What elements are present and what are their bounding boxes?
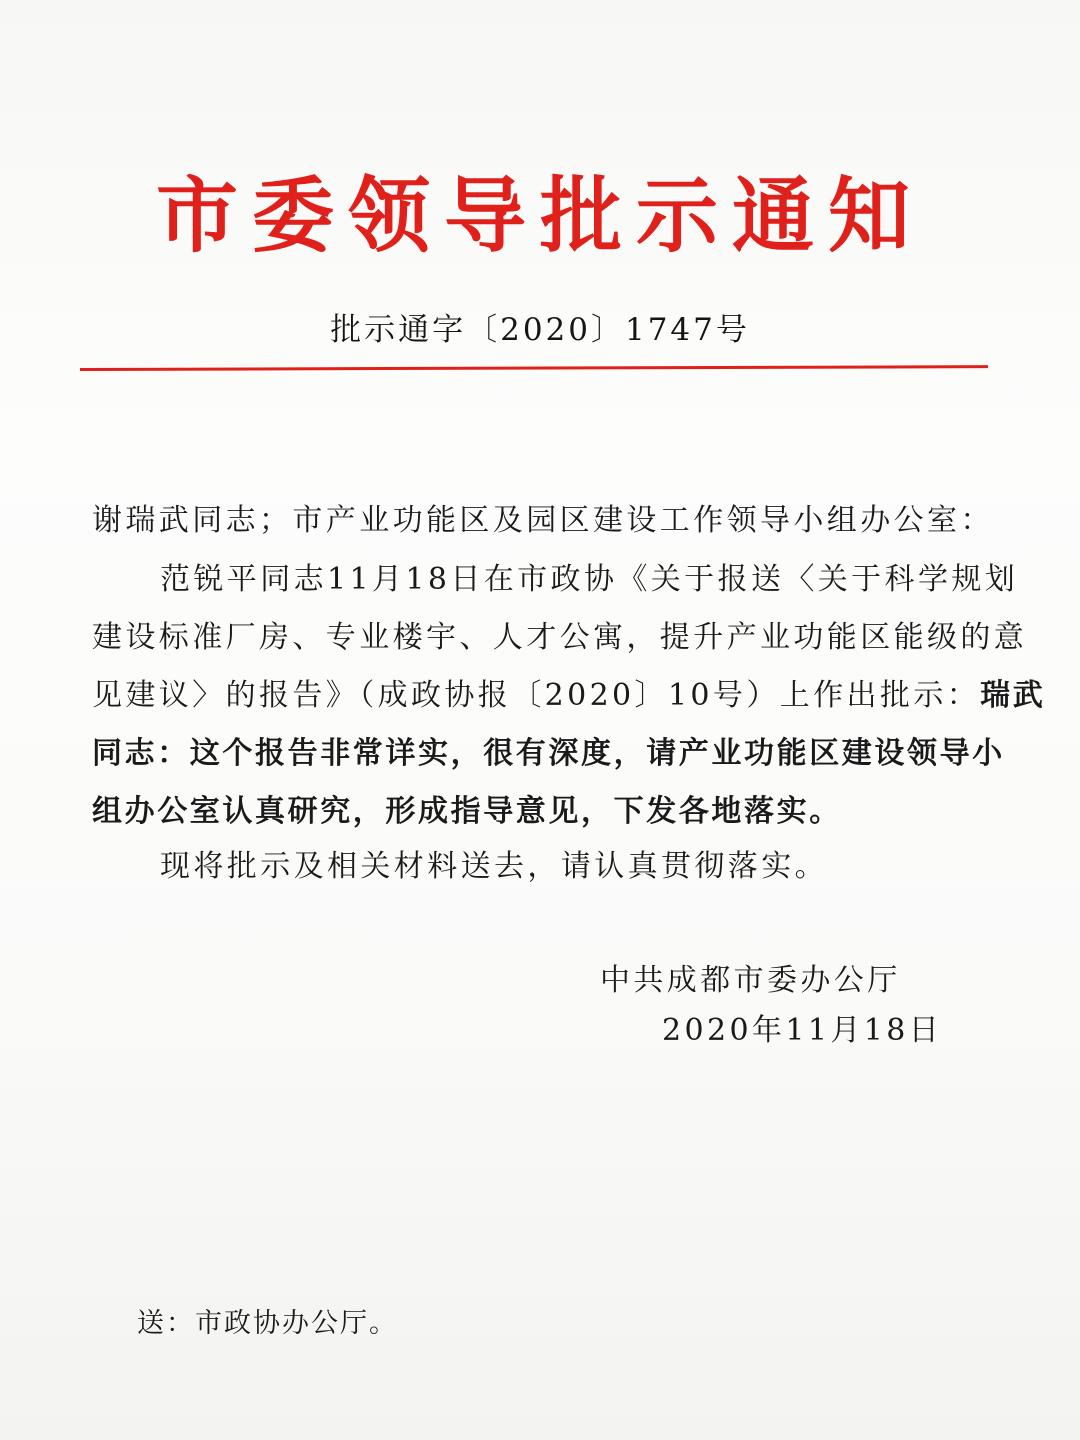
instruction-bold-text: 瑞武 [980,678,1046,713]
instruction-bold-text: 组办公室认真研究，形成指导意见，下发各地落实。 [92,794,842,829]
carbon-copy: 送：市政协办公厅。 [137,1308,398,1339]
document-title: 市委领导批示通知 [155,169,924,264]
paragraph-line: 建设标准厂房、专业楼宇、人才公寓，提升产业功能区能级的意 [92,620,1028,655]
red-divider-line [80,365,988,371]
paragraph-line [92,667,1046,725]
instruction-bold-text: 同志：这个报告非常详实，很有深度，请产业功能区建设领导小 [92,736,1005,771]
paragraph-instruction [92,551,1046,841]
issuer-name: 中共成都市委办公厅 [600,963,901,998]
paragraph-line-normal: 见建议〉的报告》（成政协报〔2020〕10号）上作出批示： [92,678,981,713]
document-number: 批示通字〔2020〕1747号 [330,312,750,348]
paragraph-closing: 现将批示及相关材料送去，请认真贯彻落实。 [160,849,828,884]
issue-date: 2020年11月18日 [662,1013,943,1048]
addressee: 谢瑞武同志；市产业功能区及园区建设工作领导小组办公室： [92,503,994,538]
paragraph-line: 范锐平同志11月18日在市政协《关于报送〈关于科学规划 [160,562,1019,597]
